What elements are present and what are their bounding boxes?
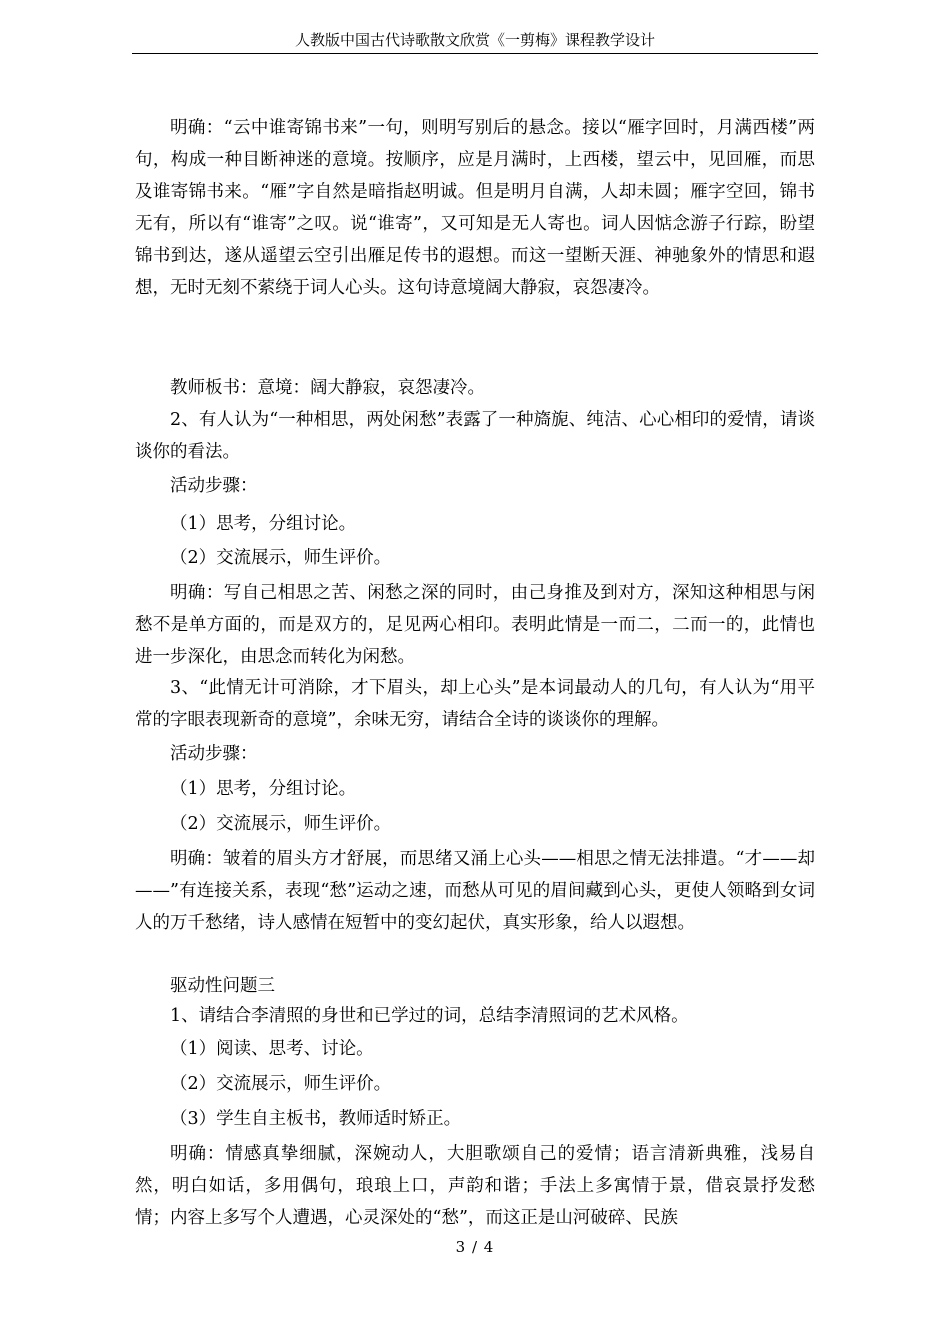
page-header: 人教版中国古代诗歌散文欣赏《一剪梅》课程教学设计 [294,31,655,49]
paragraph-14: 1、请结合李清照的身世和已学过的词，总结李清照词的艺术风格。 [170,1006,689,1026]
paragraph-15: （1）阅读、思考、讨论。 [170,1039,374,1059]
paragraph-16: （2）交流展示，师生评价。 [170,1074,392,1094]
paragraph-10: （1）思考，分组讨论。 [170,779,357,799]
paragraph-13: 驱动性问题三 [170,976,275,996]
paragraph-6: （2）交流展示，师生评价。 [170,548,392,568]
paragraph-1: 明确：“云中谁寄锦书来”一句，则明写别后的悬念。接以“雁字回时，月满西楼”两句，构成一种目断神迷的意境。按顺序，应是月满时，上西楼，望云中，见回雁，而思及谁寄锦书来。“雁”字自然是暗指赵明诚。但是明月自满，人却未圆；雁字空回，锦书无有，所以有“谁寄”之叹。说“谁寄”，又可知是无人寄也。词人因惦念游子行踪，盼望锦书到达，遂从遥望云空引出雁足传书的遐想。而这一望断天涯、神驰象外的情思和遐想，无时无刻不萦绕于词人心头。这句诗意境阔大静寂，哀怨凄冷。 [135,118,815,298]
paragraph-8: 3、“此情无计可消除，才下眉头，却上心头”是本词最动人的几句，有人认为“用平常的字眼表现新奇的意境”，余味无穷，请结合全诗的谈谈你的理解。 [135,678,815,730]
header-rule [132,53,818,54]
paragraph-3: 2、有人认为“一种相思，两处闲愁”表露了一种旖旎、纯洁、心心相印的爱情，请谈谈你的看法。 [135,410,815,462]
paragraph-12: 明确：皱着的眉头方才舒展，而思绪又涌上心头——相思之情无法排遣。“才——却——”有连接关系，表现“愁”运动之速，而愁从可见的眉间藏到心头，更使人领略到女词人的万千愁绪，诗人感情在短暂中的变幻起伏，真实形象，给人以遐想。 [135,849,815,933]
paragraph-17: （3）学生自主板书，教师适时矫正。 [170,1109,462,1129]
paragraph-2: 教师板书：意境：阔大静寂，哀怨凄冷。 [170,378,485,398]
paragraph-5: （1）思考，分组讨论。 [170,514,357,534]
paragraph-4: 活动步骤： [170,476,258,496]
paragraph-11: （2）交流展示，师生评价。 [170,814,392,834]
paragraph-18: 明确：情感真挚细腻，深婉动人，大胆歌颂自己的爱情；语言清新典雅，浅易自然，明白如话，多用偶句，琅琅上口，声韵和谐；手法上多寓情于景，借哀景抒发愁情；内容上多写个人遭遇，心灵深处的“愁”，而这正是山河破碎、民族 [135,1144,815,1228]
paragraph-7: 明确：写自己相思之苦、闲愁之深的同时，由己身推及到对方，深知这种相思与闲愁不是单方面的，而是双方的，足见两心相印。表明此情是一而二，二而一的，此情也进一步深化，由思念而转化为闲愁。 [135,583,815,667]
page-number: 3 / 4 [455,1238,495,1256]
paragraph-9: 活动步骤： [170,744,258,764]
